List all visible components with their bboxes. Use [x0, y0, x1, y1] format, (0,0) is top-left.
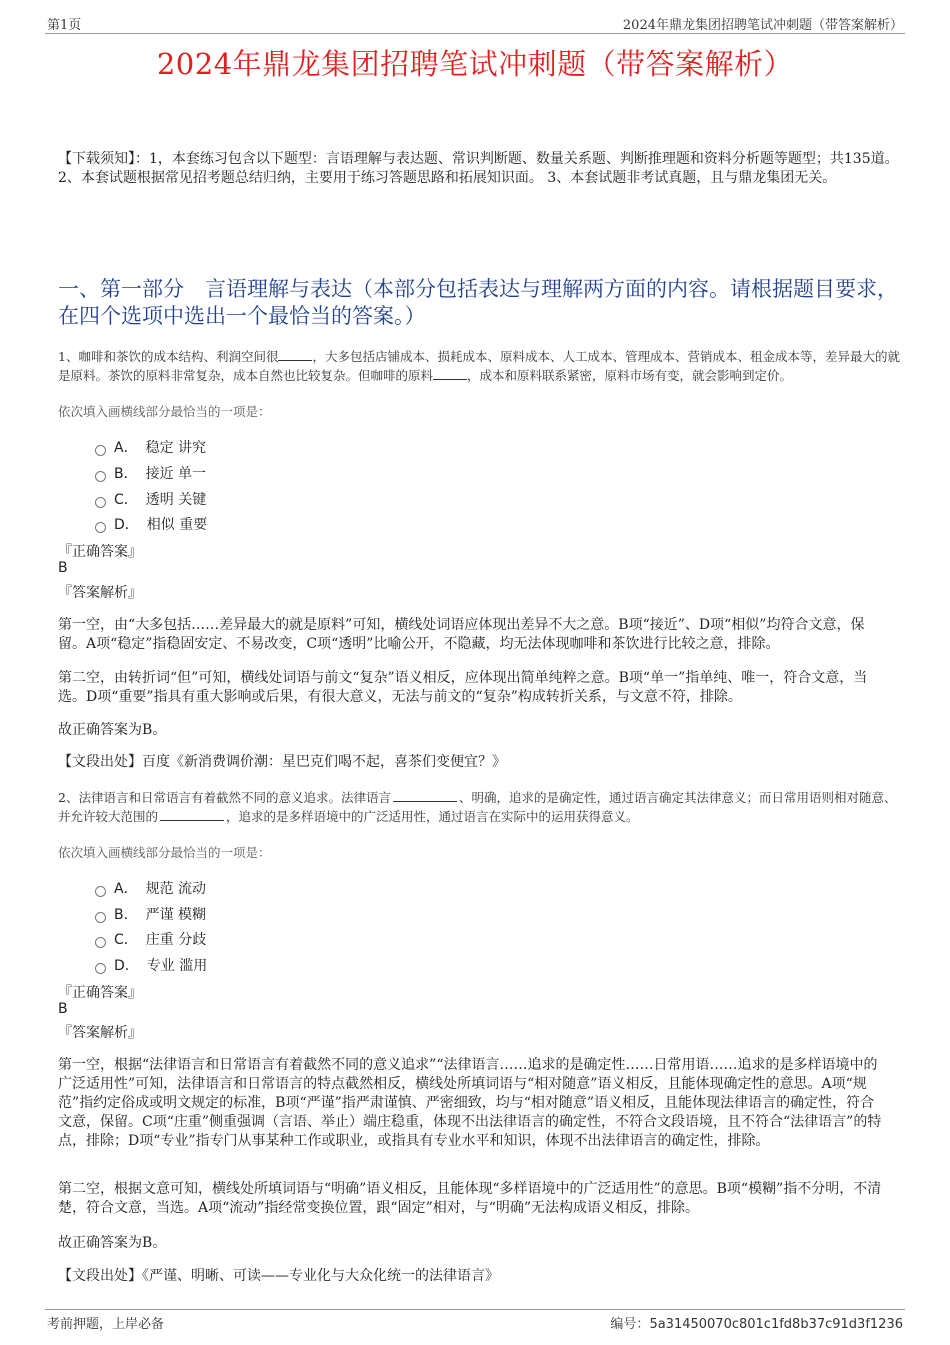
option-text: 接近 单一 — [145, 466, 207, 482]
text-source: 【文段出处】百度《新消费调价潮：星巴克们喝不起，喜茶们变便宜？》 — [58, 754, 506, 770]
question-2-stem-part-b: 、明确，追求的是确定性，通过语言确定其法律意义；而日常用语则相对随意、并允许较大范围的 — [58, 790, 897, 824]
analysis-conclusion: 故正确答案为B。 — [58, 722, 167, 738]
analysis-paragraph: 第二空，根据文意可知，横线处所填词语与“明确”语义相反，且能体现“多样语境中的广泛适用性”的意思。B项“模糊”指不分明，不清楚，符合文意，当选。A项“流动”指经常变换位置，跟“固定”相对，与“明确”无法构成语义相反，排除。 — [58, 1181, 882, 1216]
radio-icon[interactable] — [95, 522, 106, 533]
question-1-option-c[interactable] — [95, 489, 206, 509]
option-letter: A． — [114, 440, 138, 456]
option-text: 庄重 分歧 — [145, 932, 207, 948]
radio-icon[interactable] — [95, 445, 106, 456]
footer-divider — [45, 1309, 905, 1310]
option-text: 相似 重要 — [146, 517, 208, 533]
question-1-stem-part-a: 1、咖啡和茶饮的成本结构、利润空间很 — [58, 349, 279, 364]
correct-answer-value: B — [58, 560, 68, 576]
download-notice: 【下载须知】：1，本套练习包含以下题型：言语理解与表达题、常识判断题、数量关系题、判断推理题和资料分析题等题型；共135道。 2、本套试题根据常见招考题总结归纳，主要用于练习答题思路和拓展知识面。 3、本套试题非考试真题，且与鼎龙集团无关。 — [58, 151, 899, 186]
question-1-instruction: 依次填入画横线部分最恰当的一项是： — [58, 404, 271, 419]
question-1-stem — [58, 347, 903, 385]
question-2-option-b[interactable] — [95, 904, 206, 924]
document-code-label: 编号： — [610, 1317, 650, 1332]
question-2-instruction: 依次填入画横线部分最恰当的一项是： — [58, 845, 271, 860]
option-text: 专业 滥用 — [146, 958, 208, 974]
radio-icon[interactable] — [95, 912, 106, 923]
document-code-value: 5a31450070c801c1fd8b37c91d3f1236 — [649, 1317, 903, 1332]
running-header-title: 2024年鼎龙集团招聘笔试冲刺题（带答案解析） — [622, 18, 903, 33]
section-heading: 一、第一部分 言语理解与表达（本部分包括表达与理解两方面的内容。请根据题目要求，在四个选项中选出一个最恰当的答案。） — [58, 277, 898, 328]
analysis-conclusion: 故正确答案为B。 — [58, 1235, 167, 1251]
question-2-stem-part-a: 2、法律语言和日常语言有着截然不同的意义追求。法律语言 — [58, 790, 391, 805]
document-title: 2024年鼎龙集团招聘笔试冲刺题（带答案解析） — [156, 47, 794, 81]
radio-icon[interactable] — [95, 471, 106, 482]
question-1-option-b[interactable] — [95, 463, 206, 483]
text-source: 【文段出处】《严谨、明晰、可读——专业化与大众化统一的法律语言》 — [58, 1268, 499, 1284]
question-1-option-d[interactable] — [95, 514, 207, 534]
question-1-stem-part-b: ，大多包括店铺成本、损耗成本、原料成本、人工成本、管理成本、营销成本、租金成本等，差异最大的就是原料。茶饮的原料非常复杂，成本自然也比较复杂。但咖啡的原料 — [58, 349, 900, 383]
question-1-stem-part-c: ，成本和原料联系紧密，原料市场有变，就会影响到定价。 — [467, 368, 793, 383]
option-letter: A． — [114, 881, 138, 897]
header-divider — [45, 33, 905, 34]
question-1-option-a[interactable] — [95, 437, 206, 457]
footer-slogan: 考前押题，上岸必备 — [47, 1317, 165, 1332]
option-text: 稳定 讲究 — [145, 440, 207, 456]
radio-icon[interactable] — [95, 497, 106, 508]
option-letter: B． — [114, 466, 138, 482]
option-letter: D． — [114, 958, 139, 974]
question-2-option-c[interactable] — [95, 929, 206, 949]
document-code — [610, 1313, 903, 1332]
question-2-option-a[interactable] — [95, 878, 206, 898]
option-letter: C． — [114, 932, 138, 948]
analysis-paragraph: 第二空，由转折词“但”可知，横线处词语与前文“复杂”语义相反，应体现出简单纯粹之意。B项“单一”指单纯、唯一，符合文意，当选。D项“重要”指具有重大影响或后果，有很大意义，无法与前文的“复杂”构成转折关系，与文意不符，排除。 — [58, 670, 868, 705]
option-text: 透明 关键 — [145, 492, 207, 508]
analysis-label: 『答案解析』 — [58, 1025, 142, 1041]
option-letter: D． — [114, 517, 139, 533]
question-2-option-d[interactable] — [95, 955, 207, 975]
blank-line — [393, 789, 457, 802]
correct-answer-value: B — [58, 1001, 68, 1017]
radio-icon[interactable] — [95, 963, 106, 974]
blank-line — [433, 367, 467, 380]
analysis-paragraph: 第一空，根据“法律语言和日常语言有着截然不同的意义追求”“法律语言……追求的是确定性……日常用语……追求的是多样语境中的广泛适用性”可知，法律语言和日常语言的特点截然相反，横线处所填词语与“相对随意”语义相反，且能体现确定性的意思。A项“规范”指约定俗成或明文规定的标准，B项“严谨”指严肃谨慎、严密细致，均与“相对随意”语义相反，且能体现法律语言的确定性，符合文意，保留。C项“庄重”侧重强调（言语、举止）端庄稳重，体现不出法律语言的确定性，不符合文段语境，且不符合“法律语言”的特点，排除；D项“专业”指专门从事某种工作或职业，或指具有专业水平和知识，体现不出法律语言的确定性，排除。 — [58, 1057, 882, 1149]
radio-icon[interactable] — [95, 937, 106, 948]
correct-answer-label: 『正确答案』 — [58, 544, 142, 560]
option-text: 严谨 模糊 — [145, 907, 207, 923]
blank-line — [160, 808, 224, 821]
correct-answer-label: 『正确答案』 — [58, 985, 142, 1001]
question-2-stem-part-c: ，追求的是多样语境中的广泛适用性，通过语言在实际中的运用获得意义。 — [226, 809, 639, 824]
option-text: 规范 流动 — [145, 881, 207, 897]
page-number: 第1页 — [47, 18, 82, 33]
question-2-stem — [58, 788, 903, 826]
option-letter: B． — [114, 907, 138, 923]
analysis-paragraph: 第一空，由“大多包括……差异最大的就是原料”可知，横线处词语应体现出差异不大之意。B项“接近”、D项“相似”均符合文意，保留。A项“稳定”指稳固安定、不易改变，C项“透明”比喻公开，不隐藏，均无法体现咖啡和茶饮进行比较之意，排除。 — [58, 617, 865, 652]
blank-line — [278, 348, 312, 361]
radio-icon[interactable] — [95, 886, 106, 897]
option-letter: C． — [114, 492, 138, 508]
analysis-label: 『答案解析』 — [58, 585, 142, 601]
